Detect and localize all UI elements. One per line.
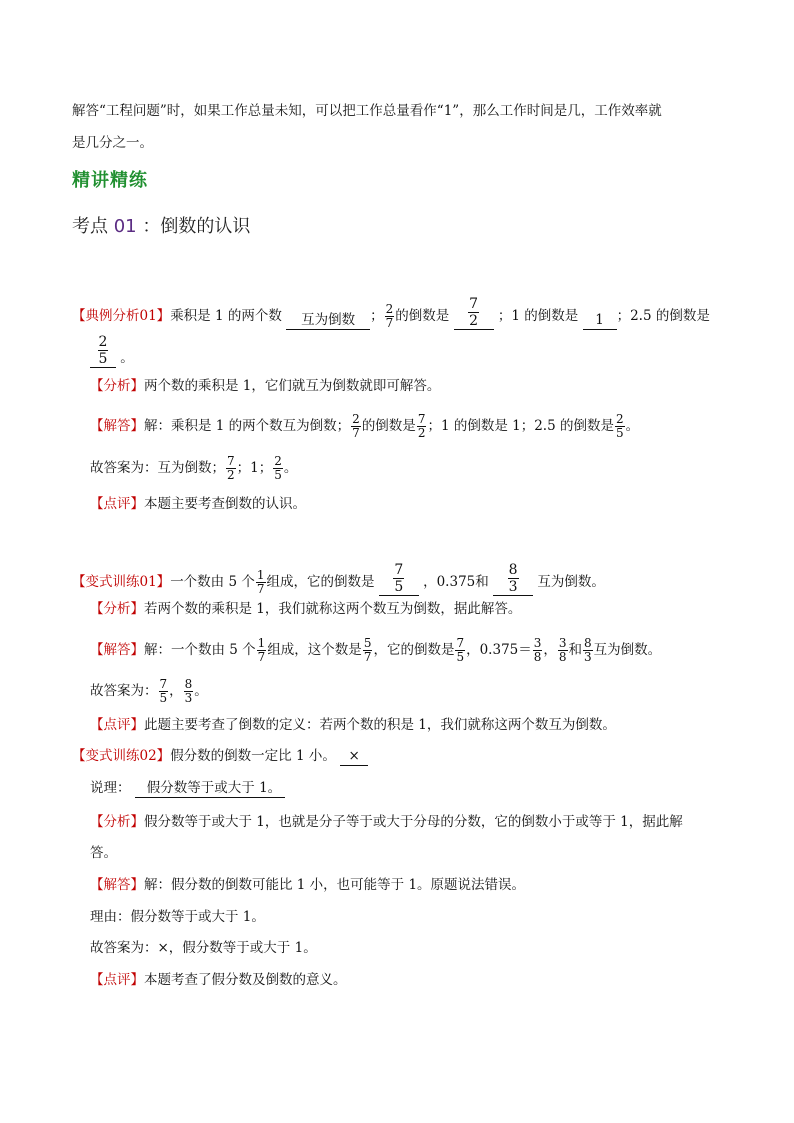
example01-answer xyxy=(90,455,297,482)
practice02-question xyxy=(72,746,368,766)
fraction-denominator: 5 xyxy=(456,650,465,664)
answer-blank xyxy=(493,562,533,596)
fraction xyxy=(615,413,625,440)
fraction xyxy=(273,455,283,482)
fraction-denominator: 7 xyxy=(352,426,360,440)
fraction-numerator: 3 xyxy=(533,636,542,650)
practice01-comment xyxy=(90,715,616,735)
example01-question xyxy=(72,296,710,330)
practice01-question xyxy=(72,562,605,596)
fraction xyxy=(159,678,169,705)
fraction-numerator: 3 xyxy=(558,636,567,650)
practice02-tag: 【变式训练02】 xyxy=(72,748,171,764)
fraction xyxy=(184,678,194,705)
answer-blank: 假分数等于或大于 1。 xyxy=(135,779,285,798)
solution-tag: 【解答】 xyxy=(90,642,144,658)
comment-tag: 【点评】 xyxy=(90,717,144,733)
answer-text: 故答案为： xyxy=(90,683,158,699)
answer-text: 。 xyxy=(283,460,298,476)
analysis-tag: 【分析】 xyxy=(90,814,144,830)
practice02-comment xyxy=(90,970,347,990)
fraction-denominator: 5 xyxy=(159,691,168,705)
question-text: ，0.375和 xyxy=(423,574,489,590)
analysis-text: 假分数等于或大于 1，也就是分子等于或大于分母的分数，它的倒数小于或等于 1，据此解 xyxy=(144,814,683,830)
fraction xyxy=(533,637,543,664)
practice02-analysis-cont: 答。 xyxy=(90,845,117,861)
fraction-numerator: 1 xyxy=(256,568,265,582)
fraction xyxy=(393,562,404,595)
fraction xyxy=(226,455,236,482)
analysis-text: 两个数的乘积是 1，它们就互为倒数就即可解答。 xyxy=(144,378,441,394)
fraction-numerator: 7 xyxy=(159,677,168,691)
answer-blank: 1 xyxy=(583,311,617,330)
fraction xyxy=(508,562,519,595)
fraction xyxy=(98,334,109,367)
practice02-solution xyxy=(90,875,525,895)
explain-label: 说理： xyxy=(90,780,131,796)
answer-text: 故答案为：互为倒数； xyxy=(90,460,225,476)
fraction-denominator: 3 xyxy=(184,691,193,705)
fraction-denominator: 7 xyxy=(363,650,372,664)
fraction-numerator: 2 xyxy=(385,302,394,316)
solution-text: 互为倒数。 xyxy=(593,642,662,658)
practice01-analysis xyxy=(90,599,521,619)
fraction-denominator: 7 xyxy=(257,650,266,664)
fraction xyxy=(257,637,267,664)
solution-text: ，它的倒数是 xyxy=(373,642,455,658)
fraction-numerator: 5 xyxy=(363,636,372,650)
question-text: ；1 的倒数是 xyxy=(497,308,579,324)
fraction-numerator: 2 xyxy=(615,412,624,426)
question-text: 组成，它的倒数是 xyxy=(266,574,375,590)
fraction xyxy=(583,637,593,664)
fraction-denominator: 5 xyxy=(615,426,624,440)
fraction-denominator: 2 xyxy=(469,313,479,329)
intro-line-1: 解答“工程问题”时，如果工作总量未知，可以把工作总量看作“1”，那么工作时间是几，工作效率就 xyxy=(72,103,662,119)
answer-text: ；1； xyxy=(236,460,273,476)
fraction-denominator: 7 xyxy=(256,582,265,596)
fraction-denominator: 3 xyxy=(508,579,518,595)
kaodian-prefix: 考点 xyxy=(72,216,108,237)
fraction xyxy=(417,413,427,440)
intro-line-2: 是几分之一。 xyxy=(72,135,153,151)
question-text: ；2.5 的倒数是 xyxy=(616,308,710,324)
fraction-numerator: 1 xyxy=(257,636,266,650)
kaodian-text: ：倒数的认识 xyxy=(142,216,251,237)
fraction-denominator: 5 xyxy=(394,579,404,595)
question-text: 一个数由 5 个 xyxy=(170,574,255,590)
practice01-tag: 【变式训练01】 xyxy=(72,574,171,590)
fraction-numerator: 7 xyxy=(456,636,465,650)
solution-text: 解：假分数的倒数可能比 1 小，也可能等于 1。原题说法错误。 xyxy=(144,877,526,893)
fraction-numerator: 8 xyxy=(184,677,193,691)
fraction xyxy=(363,637,373,664)
solution-text: 解：一个数由 5 个 xyxy=(144,642,256,658)
solution-text: ， xyxy=(543,642,557,658)
analysis-text: 若两个数的乘积是 1，我们就称这两个数互为倒数，据此解答。 xyxy=(144,601,522,617)
comment-text: 本题考查了假分数及倒数的意义。 xyxy=(144,972,347,988)
fraction xyxy=(468,296,479,329)
practice02-explain xyxy=(90,778,285,798)
fraction-numerator: 8 xyxy=(508,562,518,578)
fraction xyxy=(558,637,568,664)
fraction-denominator: 7 xyxy=(385,316,394,330)
answer-blank: 互为倒数 xyxy=(286,311,370,330)
fraction-denominator: 5 xyxy=(274,468,282,482)
question-text: 互为倒数。 xyxy=(537,574,605,590)
solution-tag: 【解答】 xyxy=(90,877,144,893)
kaodian-number: 01 xyxy=(113,216,137,237)
fraction-denominator: 3 xyxy=(584,650,592,664)
question-text: 的倒数是 xyxy=(395,308,450,324)
example01-solution xyxy=(90,413,639,440)
fraction xyxy=(256,569,266,596)
comment-tag: 【点评】 xyxy=(90,496,144,512)
example01-analysis xyxy=(90,376,440,396)
fraction-numerator: 7 xyxy=(469,296,479,312)
section-heading: 精讲精练 xyxy=(72,170,148,191)
fraction xyxy=(455,637,465,664)
comment-text: 本题主要考查倒数的认识。 xyxy=(144,496,306,512)
fraction-denominator: 8 xyxy=(558,650,567,664)
example01-comment xyxy=(90,494,306,514)
solution-text: 组成，这个数是 xyxy=(267,642,362,658)
fraction-numerator: 8 xyxy=(584,636,592,650)
question-text: 。 xyxy=(120,350,134,366)
answer-blank: × xyxy=(340,747,368,766)
fraction xyxy=(351,413,361,440)
fraction xyxy=(385,303,395,330)
fraction-numerator: 2 xyxy=(98,334,108,350)
answer-blank xyxy=(454,296,494,330)
fraction-denominator: 2 xyxy=(417,426,426,440)
question-text: 乘积是 1 的两个数 xyxy=(170,308,282,324)
analysis-tag: 【分析】 xyxy=(90,601,144,617)
practice02-reason: 理由：假分数等于或大于 1。 xyxy=(90,909,265,925)
solution-text: ，0.375＝ xyxy=(466,642,532,658)
practice01-solution xyxy=(90,637,661,664)
answer-text: ， xyxy=(169,683,183,699)
solution-text: 的倒数是 xyxy=(361,418,416,434)
fraction-numerator: 2 xyxy=(352,412,360,426)
example01-tag: 【典例分析01】 xyxy=(72,308,171,324)
analysis-tag: 【分析】 xyxy=(90,378,144,394)
solution-text: 解：乘积是 1 的两个数互为倒数； xyxy=(144,418,351,434)
solution-text: 和 xyxy=(568,642,583,658)
solution-text: ；1 的倒数是 1；2.5 的倒数是 xyxy=(427,418,614,434)
fraction-numerator: 7 xyxy=(394,562,404,578)
question-text: 假分数的倒数一定比 1 小。 xyxy=(170,748,336,764)
answer-text: 。 xyxy=(194,683,208,699)
fraction-denominator: 2 xyxy=(227,468,235,482)
example01-question-cont xyxy=(90,334,134,368)
comment-tag: 【点评】 xyxy=(90,972,144,988)
practice02-analysis xyxy=(90,812,683,832)
fraction-denominator: 8 xyxy=(533,650,542,664)
kaodian-title xyxy=(72,212,250,238)
question-text: ； xyxy=(370,308,384,324)
fraction-numerator: 7 xyxy=(417,412,426,426)
practice01-answer xyxy=(90,678,208,705)
fraction-denominator: 5 xyxy=(98,351,108,367)
fraction-numerator: 7 xyxy=(227,454,235,468)
fraction-numerator: 2 xyxy=(274,454,282,468)
solution-tag: 【解答】 xyxy=(90,418,144,434)
solution-text: 。 xyxy=(625,418,640,434)
practice02-answer: 故答案为：×，假分数等于或大于 1。 xyxy=(90,940,317,956)
comment-text: 此题主要考查了倒数的定义：若两个数的积是 1，我们就称这两个数互为倒数。 xyxy=(144,717,616,733)
answer-blank xyxy=(90,334,116,368)
answer-blank xyxy=(379,562,419,596)
